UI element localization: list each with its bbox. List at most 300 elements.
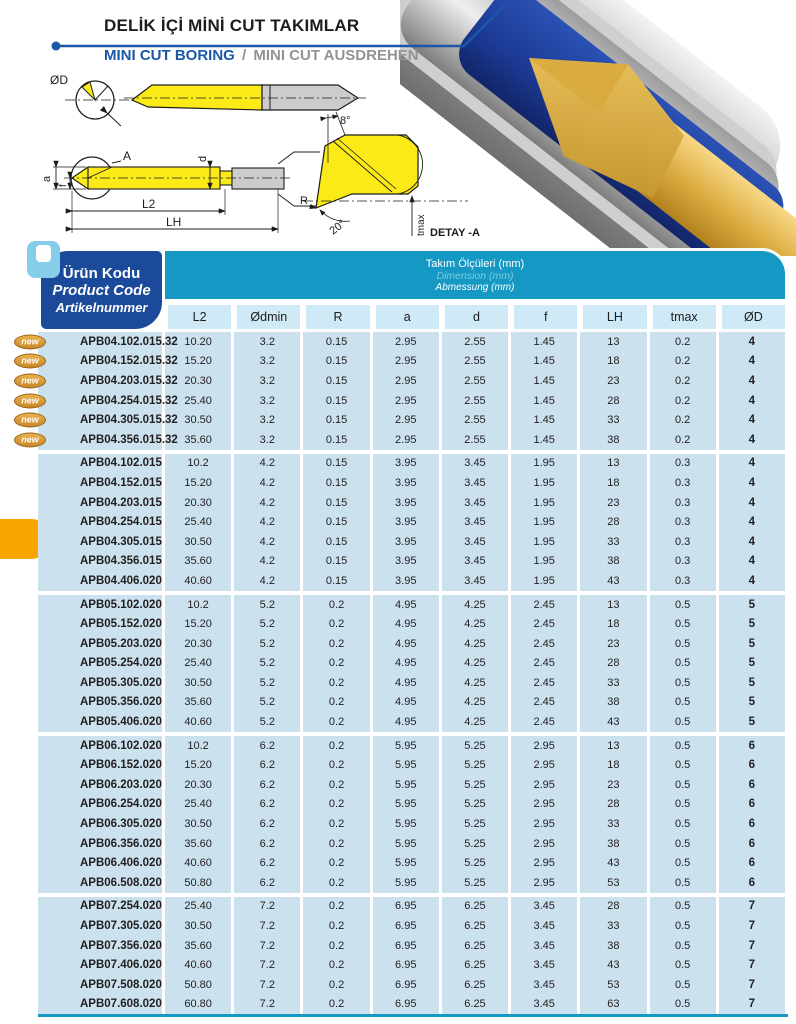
product-code: APB06.254.020 — [80, 798, 162, 811]
value-cell-od: 5 — [719, 712, 788, 732]
value-cell-odmin: 3.2 — [234, 332, 303, 352]
table-row — [38, 430, 788, 450]
value-cell-od: 4 — [719, 532, 788, 552]
value-cell-r: 0.15 — [303, 410, 372, 430]
value-cell-d: 6.25 — [442, 995, 511, 1015]
new-badge: new — [14, 354, 46, 369]
product-code: APB04.203.015 — [80, 496, 162, 509]
value-cell-tmax: 0.5 — [650, 712, 719, 732]
value-cell-od: 7 — [719, 936, 788, 956]
product-code-header-en: Product Code — [52, 282, 151, 299]
value-cell-tmax: 0.2 — [650, 430, 719, 450]
table-row — [38, 853, 788, 873]
value-cell-tmax: 0.5 — [650, 814, 719, 834]
product-code: APB04.356.015 — [80, 555, 162, 568]
value-cell-odmin: 6.2 — [234, 775, 303, 795]
value-cell-od: 7 — [719, 955, 788, 975]
value-cell-lh: 28 — [580, 391, 649, 411]
value-cell-a: 3.95 — [373, 493, 442, 513]
value-cell-a: 6.95 — [373, 893, 442, 917]
value-cell-r: 0.15 — [303, 450, 372, 474]
value-cell-l2: 40.60 — [165, 571, 234, 591]
product-code: APB06.356.020 — [80, 837, 162, 850]
detail-a-drawing — [300, 112, 480, 239]
spec-table-wrap — [21, 248, 788, 1017]
value-cell-f: 2.45 — [511, 634, 580, 654]
value-cell-tmax: 0.5 — [650, 955, 719, 975]
value-cell-l2: 10.2 — [165, 732, 234, 756]
value-cell-a: 3.95 — [373, 552, 442, 572]
value-cell-d: 2.55 — [442, 332, 511, 352]
value-cell-f: 2.95 — [511, 873, 580, 893]
product-code: APB06.203.020 — [80, 778, 162, 791]
value-cell-odmin: 3.2 — [234, 391, 303, 411]
value-cell-l2: 25.40 — [165, 654, 234, 674]
value-cell-odmin: 6.2 — [234, 873, 303, 893]
value-cell-tmax: 0.5 — [650, 775, 719, 795]
value-cell-l2: 25.40 — [165, 391, 234, 411]
value-cell-r: 0.2 — [303, 591, 372, 615]
table-row — [38, 834, 788, 854]
value-cell-l2: 30.50 — [165, 814, 234, 834]
table-row — [38, 391, 788, 411]
value-cell-d: 4.25 — [442, 614, 511, 634]
value-cell-f: 1.95 — [511, 493, 580, 513]
table-row — [38, 975, 788, 995]
value-cell-lh: 13 — [580, 332, 649, 352]
column-header-tmax: tmax — [650, 302, 719, 332]
value-cell-odmin: 3.2 — [234, 371, 303, 391]
value-cell-f: 1.45 — [511, 391, 580, 411]
value-cell-l2: 30.50 — [165, 673, 234, 693]
value-cell-odmin: 6.2 — [234, 853, 303, 873]
value-cell-od: 5 — [719, 673, 788, 693]
value-cell-od: 6 — [719, 795, 788, 815]
product-code-cell — [38, 834, 165, 854]
value-cell-f: 2.45 — [511, 693, 580, 713]
value-cell-tmax: 0.2 — [650, 332, 719, 352]
value-cell-od: 4 — [719, 473, 788, 493]
value-cell-odmin: 5.2 — [234, 614, 303, 634]
value-cell-l2: 35.60 — [165, 430, 234, 450]
value-cell-lh: 18 — [580, 755, 649, 775]
value-cell-lh: 28 — [580, 512, 649, 532]
product-code-cell — [38, 571, 165, 591]
value-cell-l2: 15.20 — [165, 614, 234, 634]
value-cell-d: 5.25 — [442, 732, 511, 756]
table-bottom-rule — [38, 1014, 788, 1017]
value-cell-od: 5 — [719, 693, 788, 713]
value-cell-d: 2.55 — [442, 410, 511, 430]
value-cell-odmin: 4.2 — [234, 493, 303, 513]
value-cell-l2: 60.80 — [165, 995, 234, 1015]
value-cell-odmin: 7.2 — [234, 916, 303, 936]
value-cell-l2: 35.60 — [165, 693, 234, 713]
value-cell-r: 0.15 — [303, 552, 372, 572]
product-code: APB07.406.020 — [80, 959, 162, 972]
table-row — [38, 995, 788, 1015]
value-cell-lh: 53 — [580, 975, 649, 995]
value-cell-f: 2.45 — [511, 591, 580, 615]
product-code-cell — [38, 795, 165, 815]
value-cell-d: 4.25 — [442, 634, 511, 654]
column-header-d: d — [442, 302, 511, 332]
new-badge: new — [14, 432, 46, 447]
value-cell-r: 0.2 — [303, 693, 372, 713]
value-cell-odmin: 7.2 — [234, 975, 303, 995]
table-group — [21, 332, 788, 450]
value-cell-odmin: 5.2 — [234, 634, 303, 654]
value-cell-r: 0.2 — [303, 893, 372, 917]
table-row — [38, 732, 788, 756]
subtitle-separator: / — [242, 47, 247, 64]
value-cell-tmax: 0.5 — [650, 614, 719, 634]
value-cell-od: 7 — [719, 975, 788, 995]
value-cell-lh: 38 — [580, 693, 649, 713]
value-cell-f: 2.95 — [511, 775, 580, 795]
value-cell-tmax: 0.5 — [650, 853, 719, 873]
product-code: APB07.305.020 — [80, 920, 162, 933]
value-cell-od: 5 — [719, 634, 788, 654]
value-cell-odmin: 5.2 — [234, 693, 303, 713]
value-cell-odmin: 4.2 — [234, 532, 303, 552]
product-code-cell — [38, 693, 165, 713]
value-cell-a: 5.95 — [373, 732, 442, 756]
product-code-cell — [38, 552, 165, 572]
value-cell-od: 7 — [719, 916, 788, 936]
value-cell-a: 4.95 — [373, 614, 442, 634]
value-cell-r: 0.15 — [303, 430, 372, 450]
tmax-label: tmax — [416, 214, 427, 236]
new-badge: new — [14, 393, 46, 408]
value-cell-r: 0.2 — [303, 634, 372, 654]
value-cell-lh: 63 — [580, 995, 649, 1015]
value-cell-d: 5.25 — [442, 853, 511, 873]
value-cell-tmax: 0.5 — [650, 893, 719, 917]
product-code-cell — [38, 936, 165, 956]
product-code-cell — [38, 532, 165, 552]
value-cell-f: 1.45 — [511, 430, 580, 450]
value-cell-odmin: 7.2 — [234, 893, 303, 917]
value-cell-f: 2.95 — [511, 834, 580, 854]
value-cell-d: 3.45 — [442, 473, 511, 493]
dim-label-f: f — [58, 184, 69, 187]
value-cell-d: 5.25 — [442, 795, 511, 815]
value-cell-r: 0.2 — [303, 936, 372, 956]
value-cell-l2: 15.20 — [165, 352, 234, 372]
value-cell-lh: 18 — [580, 614, 649, 634]
product-code-cell — [38, 955, 165, 975]
table-group — [38, 893, 788, 1015]
product-code-cell — [38, 654, 165, 674]
value-cell-r: 0.2 — [303, 834, 372, 854]
product-code-cell — [38, 853, 165, 873]
product-code-cell — [38, 673, 165, 693]
product-code-cell — [38, 916, 165, 936]
value-cell-od: 7 — [719, 893, 788, 917]
value-cell-odmin: 7.2 — [234, 955, 303, 975]
value-cell-tmax: 0.5 — [650, 916, 719, 936]
value-cell-lh: 23 — [580, 493, 649, 513]
product-code-cell — [38, 450, 165, 474]
value-cell-r: 0.2 — [303, 916, 372, 936]
product-code-cell — [38, 712, 165, 732]
value-cell-od: 7 — [719, 995, 788, 1015]
value-cell-od: 4 — [719, 512, 788, 532]
value-cell-d: 3.45 — [442, 512, 511, 532]
value-cell-f: 1.45 — [511, 332, 580, 352]
value-cell-odmin: 3.2 — [234, 352, 303, 372]
value-cell-f: 2.95 — [511, 755, 580, 775]
value-cell-d: 2.55 — [442, 352, 511, 372]
value-cell-odmin: 5.2 — [234, 591, 303, 615]
value-cell-tmax: 0.5 — [650, 795, 719, 815]
column-header-od: ØD — [719, 302, 788, 332]
page-header — [104, 16, 419, 64]
table-row — [38, 936, 788, 956]
value-cell-od: 4 — [719, 410, 788, 430]
value-cell-l2: 20.30 — [165, 371, 234, 391]
dim-label-lh: LH — [166, 215, 182, 229]
value-cell-a: 4.95 — [373, 673, 442, 693]
product-code: APB06.102.020 — [80, 739, 162, 752]
value-cell-a: 2.95 — [373, 332, 442, 352]
product-code: APB07.356.020 — [80, 939, 162, 952]
value-cell-odmin: 5.2 — [234, 712, 303, 732]
value-cell-l2: 35.60 — [165, 936, 234, 956]
value-cell-f: 1.95 — [511, 473, 580, 493]
value-cell-tmax: 0.3 — [650, 532, 719, 552]
value-cell-odmin: 4.2 — [234, 473, 303, 493]
table-group — [38, 450, 788, 591]
table-row — [38, 955, 788, 975]
value-cell-r: 0.15 — [303, 473, 372, 493]
value-cell-f: 1.95 — [511, 552, 580, 572]
value-cell-a: 4.95 — [373, 634, 442, 654]
subtitle-en: MINI CUT BORING — [104, 47, 235, 64]
column-header-r: R — [303, 302, 372, 332]
value-cell-odmin: 4.2 — [234, 512, 303, 532]
product-code: APB04.305.015.32 — [80, 414, 178, 427]
value-cell-a: 2.95 — [373, 352, 442, 372]
value-cell-d: 6.25 — [442, 975, 511, 995]
value-cell-odmin: 6.2 — [234, 795, 303, 815]
product-code-cell — [21, 332, 178, 352]
table-row — [38, 532, 788, 552]
value-cell-l2: 30.50 — [165, 410, 234, 430]
r-label: R — [300, 195, 308, 207]
value-cell-lh: 53 — [580, 873, 649, 893]
value-cell-a: 6.95 — [373, 955, 442, 975]
table-row — [38, 916, 788, 936]
product-code: APB07.254.020 — [80, 900, 162, 913]
value-cell-f: 3.45 — [511, 893, 580, 917]
product-code: APB06.508.020 — [80, 876, 162, 889]
value-cell-tmax: 0.3 — [650, 552, 719, 572]
value-cell-d: 6.25 — [442, 893, 511, 917]
table-group — [38, 732, 788, 893]
value-cell-lh: 13 — [580, 732, 649, 756]
value-cell-d: 3.45 — [442, 450, 511, 474]
value-cell-d: 5.25 — [442, 834, 511, 854]
value-cell-lh: 18 — [580, 473, 649, 493]
value-cell-odmin: 7.2 — [234, 936, 303, 956]
value-cell-tmax: 0.3 — [650, 450, 719, 474]
value-cell-od: 4 — [719, 571, 788, 591]
value-cell-r: 0.15 — [303, 391, 372, 411]
value-cell-l2: 20.30 — [165, 634, 234, 654]
value-cell-lh: 28 — [580, 795, 649, 815]
product-code-cell — [21, 430, 178, 450]
dim-label-d: d — [197, 155, 209, 162]
spec-table — [21, 248, 788, 1014]
value-cell-r: 0.2 — [303, 873, 372, 893]
value-cell-lh: 28 — [580, 654, 649, 674]
value-cell-tmax: 0.5 — [650, 755, 719, 775]
value-cell-d: 5.25 — [442, 755, 511, 775]
product-code: APB05.102.020 — [80, 598, 162, 611]
table-row — [38, 352, 788, 372]
value-cell-od: 5 — [719, 614, 788, 634]
table-row — [38, 712, 788, 732]
value-cell-f: 2.45 — [511, 654, 580, 674]
new-badge: new — [14, 373, 46, 388]
value-cell-a: 2.95 — [373, 430, 442, 450]
table-group — [38, 591, 788, 732]
value-cell-r: 0.2 — [303, 995, 372, 1015]
value-cell-a: 3.95 — [373, 473, 442, 493]
value-cell-od: 5 — [719, 654, 788, 674]
page-subtitle — [104, 47, 419, 64]
product-code: APB04.254.015.32 — [80, 394, 178, 407]
value-cell-l2: 10.2 — [165, 591, 234, 615]
product-code: APB05.305.020 — [80, 676, 162, 689]
value-cell-r: 0.15 — [303, 332, 372, 352]
value-cell-a: 5.95 — [373, 795, 442, 815]
product-code-cell — [38, 995, 165, 1015]
product-code: APB05.152.020 — [80, 618, 162, 631]
product-code-cell — [38, 755, 165, 775]
product-code: APB04.102.015 — [80, 457, 162, 470]
column-header-a: a — [373, 302, 442, 332]
value-cell-a: 4.95 — [373, 654, 442, 674]
value-cell-d: 4.25 — [442, 591, 511, 615]
value-cell-tmax: 0.5 — [650, 834, 719, 854]
page-title: DELİK İÇİ MİNİ CUT TAKIMLAR — [104, 16, 360, 35]
value-cell-odmin: 6.2 — [234, 834, 303, 854]
value-cell-r: 0.2 — [303, 795, 372, 815]
value-cell-l2: 50.80 — [165, 873, 234, 893]
value-cell-l2: 15.20 — [165, 473, 234, 493]
value-cell-lh: 33 — [580, 814, 649, 834]
value-cell-r: 0.15 — [303, 352, 372, 372]
value-cell-tmax: 0.5 — [650, 634, 719, 654]
value-cell-d: 6.25 — [442, 955, 511, 975]
value-cell-a: 6.95 — [373, 995, 442, 1015]
value-cell-tmax: 0.5 — [650, 693, 719, 713]
value-cell-r: 0.15 — [303, 493, 372, 513]
value-cell-a: 2.95 — [373, 371, 442, 391]
value-cell-r: 0.2 — [303, 853, 372, 873]
product-code-cell — [38, 775, 165, 795]
column-header-odmin: Ødmin — [234, 302, 303, 332]
value-cell-a: 5.95 — [373, 755, 442, 775]
value-cell-tmax: 0.5 — [650, 673, 719, 693]
value-cell-od: 6 — [719, 732, 788, 756]
dim-label-l2: L2 — [142, 197, 156, 211]
value-cell-a: 3.95 — [373, 512, 442, 532]
value-cell-l2: 30.50 — [165, 532, 234, 552]
value-cell-od: 4 — [719, 493, 788, 513]
value-cell-d: 5.25 — [442, 814, 511, 834]
value-cell-a: 3.95 — [373, 532, 442, 552]
new-badge: new — [14, 413, 46, 428]
value-cell-d: 4.25 — [442, 673, 511, 693]
clip-icon — [27, 241, 60, 278]
technical-drawings — [20, 68, 490, 250]
value-cell-f: 1.95 — [511, 512, 580, 532]
value-cell-d: 2.55 — [442, 391, 511, 411]
product-code: APB05.406.020 — [80, 716, 162, 729]
product-code: APB04.406.020 — [80, 574, 162, 587]
value-cell-lh: 43 — [580, 853, 649, 873]
product-code-cell — [38, 591, 165, 615]
value-cell-l2: 40.60 — [165, 712, 234, 732]
table-row — [38, 775, 788, 795]
side-view-drawing — [41, 149, 320, 233]
value-cell-od: 4 — [719, 552, 788, 572]
value-cell-odmin: 4.2 — [234, 552, 303, 572]
value-cell-lh: 43 — [580, 955, 649, 975]
dimension-header — [165, 248, 788, 302]
value-cell-od: 6 — [719, 873, 788, 893]
value-cell-l2: 30.50 — [165, 916, 234, 936]
product-code-cell — [21, 410, 178, 430]
product-code: APB04.152.015 — [80, 476, 162, 489]
value-cell-a: 4.95 — [373, 591, 442, 615]
detail-a-caption: DETAY -A — [430, 227, 480, 239]
value-cell-d: 5.25 — [442, 873, 511, 893]
value-cell-l2: 15.20 — [165, 755, 234, 775]
value-cell-r: 0.2 — [303, 775, 372, 795]
product-code: APB04.152.015.32 — [80, 355, 178, 368]
value-cell-l2: 10.20 — [165, 332, 234, 352]
value-cell-tmax: 0.5 — [650, 995, 719, 1015]
value-cell-tmax: 0.5 — [650, 936, 719, 956]
value-cell-od: 6 — [719, 853, 788, 873]
value-cell-lh: 38 — [580, 834, 649, 854]
table-row — [38, 591, 788, 615]
value-cell-tmax: 0.3 — [650, 473, 719, 493]
value-cell-l2: 40.60 — [165, 955, 234, 975]
angle20-label: 20° — [327, 217, 348, 238]
value-cell-d: 3.45 — [442, 493, 511, 513]
value-cell-d: 5.25 — [442, 775, 511, 795]
value-cell-f: 3.45 — [511, 916, 580, 936]
product-code: APB06.406.020 — [80, 857, 162, 870]
product-code-header-de: Artikelnummer — [55, 300, 148, 315]
table-row — [38, 450, 788, 474]
value-cell-l2: 25.40 — [165, 512, 234, 532]
clip-icon-hole — [36, 245, 51, 262]
value-cell-d: 4.25 — [442, 654, 511, 674]
product-code-cell — [38, 634, 165, 654]
value-cell-odmin: 7.2 — [234, 995, 303, 1015]
value-cell-f: 1.45 — [511, 371, 580, 391]
od-label: ØD — [50, 73, 68, 87]
value-cell-tmax: 0.5 — [650, 975, 719, 995]
value-cell-od: 4 — [719, 332, 788, 352]
